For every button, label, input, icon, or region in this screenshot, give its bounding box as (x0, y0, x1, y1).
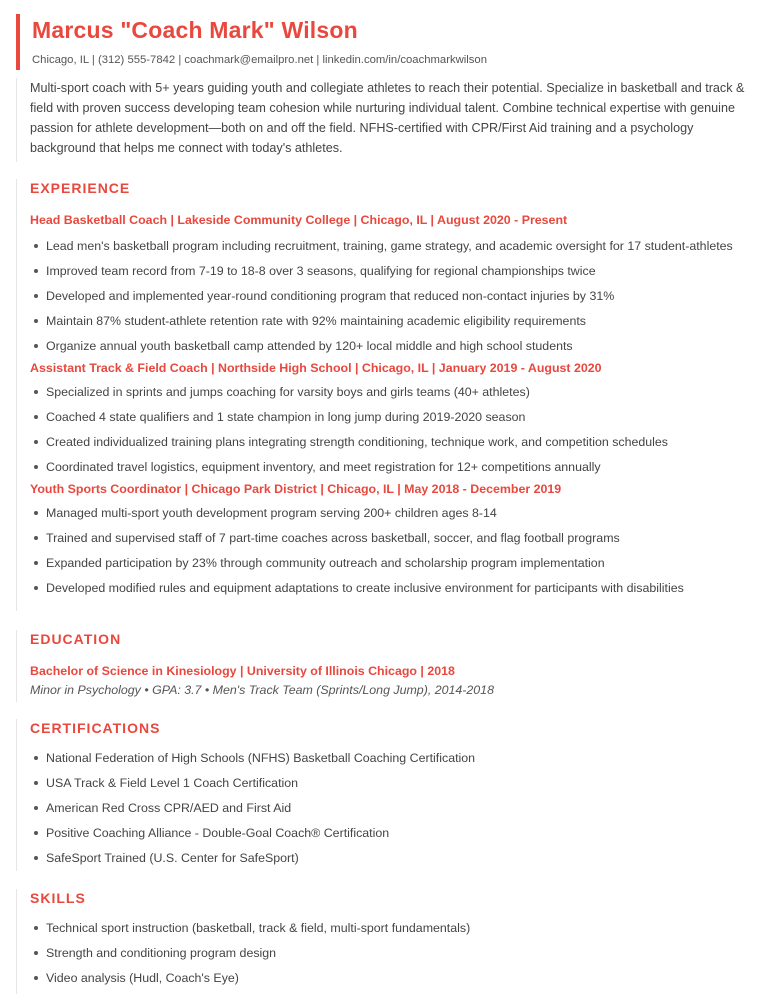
certifications-heading: CERTIFICATIONS (30, 720, 161, 736)
job-title: Head Basketball Coach | Lakeside Community College | Chicago, IL | August 2020 - Present (30, 213, 568, 227)
list-item: Organize annual youth basketball camp attended by 120+ local middle and high school students (30, 334, 756, 359)
skills-heading: SKILLS (30, 890, 86, 906)
resume-header (16, 14, 756, 70)
list-item: Lead men's basketball program including recruitment, training, game strategy, and academic oversight for 17 student-athletes (30, 234, 756, 259)
list-item: American Red Cross CPR/AED and First Aid (30, 796, 756, 821)
certifications-list (30, 746, 756, 871)
certifications-section (16, 719, 756, 871)
job-entry (30, 360, 756, 480)
education-section (16, 630, 756, 702)
summary-text: Multi-sport coach with 5+ years guiding youth and collegiate athletes to reach their potential. Specialize in basketball and track & field with proven success developing team cohesion while nurturing individual talent. Combine technical expertise with genuine passion for athlete development—both on and off the field. NFHS-certified with CPR/First Aid training and a psychology background that helps me connect with today's athletes. (30, 81, 745, 155)
job-entry (30, 481, 756, 601)
job-bullets (30, 380, 756, 480)
list-item: SafeSport Trained (U.S. Center for SafeSport) (30, 846, 756, 871)
job-bullets (30, 234, 756, 359)
list-item: Technical sport instruction (basketball, track & field, multi-sport fundamentals) (30, 916, 756, 941)
degree-line: Bachelor of Science in Kinesiology | University of Illinois Chicago | 2018 (30, 664, 455, 678)
contact-line: Chicago, IL | (312) 555-7842 | coachmark@emailpro.net | linkedin.com/in/coachmarkwilson (32, 54, 487, 66)
job-title: Assistant Track & Field Coach | Northside High School | Chicago, IL | January 2019 - August 2020 (30, 361, 602, 375)
education-heading: EDUCATION (30, 631, 122, 647)
job-entry (30, 212, 756, 359)
list-item: Specialized in sprints and jumps coaching for varsity boys and girls teams (40+ athletes) (30, 380, 756, 405)
list-item: Coached 4 state qualifiers and 1 state champion in long jump during 2019-2020 season (30, 405, 756, 430)
skills-list (30, 916, 756, 991)
skills-section (16, 889, 756, 994)
list-item: Strength and conditioning program design (30, 941, 756, 966)
experience-heading: EXPERIENCE (30, 180, 131, 196)
list-item: Expanded participation by 23% through community outreach and scholarship program implementation (30, 551, 756, 576)
list-item: Developed and implemented year-round conditioning program that reduced non-contact injuries by 31% (30, 284, 756, 309)
education-details: Minor in Psychology • GPA: 3.7 • Men's Track Team (Sprints/Long Jump), 2014-2018 (30, 683, 494, 697)
list-item: Developed modified rules and equipment adaptations to create inclusive environment for participants with disabilities (30, 576, 756, 601)
list-item: Video analysis (Hudl, Coach's Eye) (30, 966, 756, 991)
list-item: USA Track & Field Level 1 Coach Certification (30, 771, 756, 796)
job-title: Youth Sports Coordinator | Chicago Park District | Chicago, IL | May 2018 - December 2019 (30, 482, 562, 496)
candidate-name: Marcus "Coach Mark" Wilson (32, 17, 358, 43)
summary-section (16, 78, 756, 162)
list-item: Created individualized training plans integrating strength conditioning, technique work, and competition schedules (30, 430, 756, 455)
list-item: Trained and supervised staff of 7 part-time coaches across basketball, soccer, and flag football programs (30, 526, 756, 551)
list-item: National Federation of High Schools (NFHS) Basketball Coaching Certification (30, 746, 756, 771)
list-item: Improved team record from 7-19 to 18-8 over 3 seasons, qualifying for regional championships twice (30, 259, 756, 284)
list-item: Positive Coaching Alliance - Double-Goal Coach® Certification (30, 821, 756, 846)
job-bullets (30, 501, 756, 601)
list-item: Maintain 87% student-athlete retention rate with 92% maintaining academic eligibility requirements (30, 309, 756, 334)
list-item: Coordinated travel logistics, equipment inventory, and meet registration for 12+ competitions annually (30, 455, 756, 480)
experience-section (16, 179, 756, 611)
list-item: Managed multi-sport youth development program serving 200+ children ages 8-14 (30, 501, 756, 526)
